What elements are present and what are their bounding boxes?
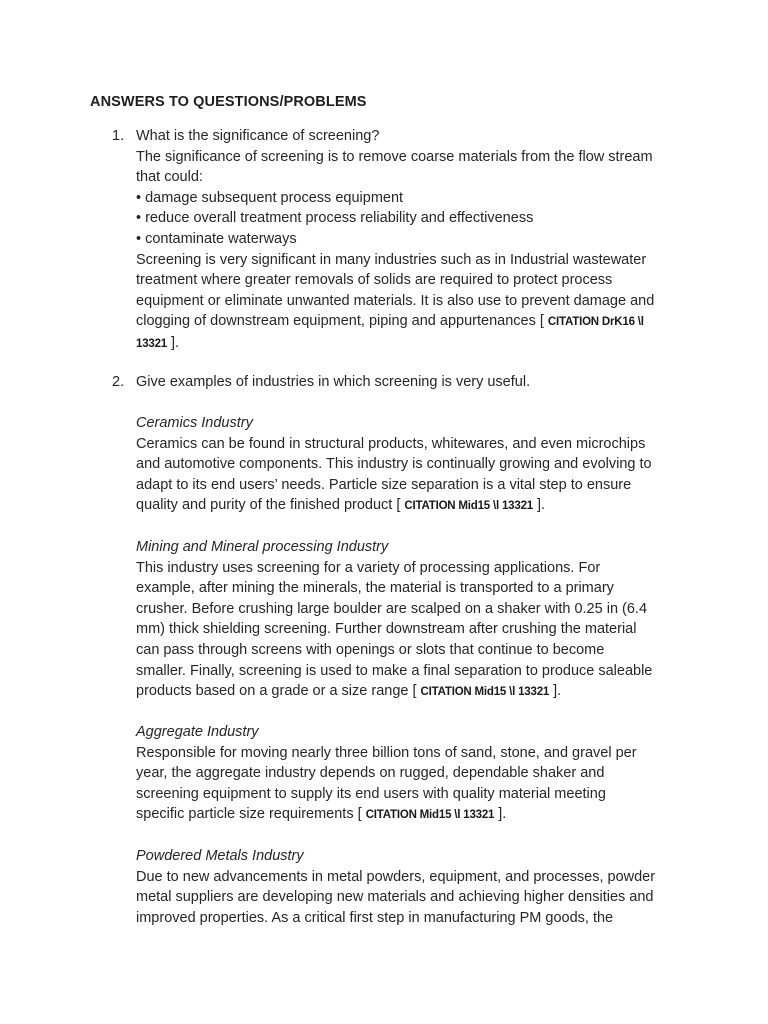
answer-1-bullet: • reduce overall treatment process reliability and effectiveness <box>136 210 534 227</box>
section-line: crusher. Before crushing large boulder are scalped on a shaker with 0.25 in (6.4 <box>136 600 648 617</box>
section-line: quality and purity of the finished product [ CITATION Mid15 \l 13321 ]. <box>136 497 546 514</box>
document-heading: ANSWERS TO QUESTIONS/PROBLEMS <box>90 94 367 110</box>
section-line: smaller. Finally, screening is used to make a final separation to produce saleable <box>136 662 653 679</box>
answer-1-line: Screening is very significant in many industries such as in Industrial wastewater <box>136 251 647 268</box>
section-title: Ceramics Industry <box>136 415 253 431</box>
aggregate-section <box>136 722 686 826</box>
citation-field: CITATION Mid15 \l 13321 <box>404 500 533 513</box>
answer-1-bullet: • damage subsequent process equipment <box>136 189 404 206</box>
section-title: Powdered Metals Industry <box>136 848 304 864</box>
answer-1-line: clogging of downstream equipment, piping and appurtenances [ CITATION DrK16 \l <box>136 313 644 330</box>
question-1-block <box>136 126 686 355</box>
section-line: This industry uses screening for a variety of processing applications. For <box>136 559 601 576</box>
answer-1-line: The significance of screening is to remove coarse materials from the flow stream <box>136 148 653 165</box>
question-2-text: Give examples of industries in which screening is very useful. <box>136 374 531 390</box>
section-line: Due to new advancements in metal powders, equipment, and processes, powder <box>136 868 656 885</box>
question-2-number: 2. <box>112 374 125 390</box>
citation-field: 13321 <box>136 337 167 350</box>
section-line: products based on a grade or a size range [ CITATION Mid15 \l 13321 ]. <box>136 683 562 700</box>
section-line: Ceramics can be found in structural products, whitewares, and even microchips <box>136 435 646 452</box>
section-title: Mining and Mineral processing Industry <box>136 539 389 555</box>
section-line: metal suppliers are developing new materials and achieving higher densities and <box>136 889 654 906</box>
section-title: Aggregate Industry <box>136 724 259 740</box>
question-1-text: What is the significance of screening? <box>136 128 380 144</box>
citation-field: CITATION Mid15 \l 13321 <box>365 809 495 822</box>
answer-1-line: treatment where greater removals of solids are required to protect process <box>136 272 613 289</box>
mining-section <box>136 537 686 703</box>
section-line: Responsible for moving nearly three billion tons of sand, stone, and gravel per <box>136 744 637 761</box>
question-1-number: 1. <box>112 128 125 144</box>
section-line: screening equipment to supply its end users with quality material meeting <box>136 785 606 802</box>
citation-field: CITATION DrK16 \l <box>547 316 644 329</box>
section-line: improved properties. As a critical first step in manufacturing PM goods, the <box>136 909 614 926</box>
answer-1-line: equipment or eliminate unwanted materials. It is also use to prevent damage and <box>136 292 655 309</box>
ceramics-section <box>136 413 686 517</box>
section-line: adapt to its end users’ needs. Particle size separation is a vital step to ensure <box>136 476 632 493</box>
section-line: specific particle size requirements [ CITATION Mid15 \l 13321 ]. <box>136 806 507 823</box>
citation-field: CITATION Mid15 \l 13321 <box>420 686 550 699</box>
section-line: year, the aggregate industry depends on rugged, dependable shaker and <box>136 765 605 782</box>
powdered-metals-section <box>136 846 686 928</box>
answer-1-line: that could: <box>136 169 203 186</box>
section-line: example, after mining the minerals, the material is transported to a primary <box>136 580 614 597</box>
section-line: and automotive components. This industry is continually growing and evolving to <box>136 456 652 473</box>
answer-1-bullet: • contaminate waterways <box>136 230 297 247</box>
section-line: can pass through screens with openings or slots that continue to become <box>136 641 605 658</box>
section-line: mm) thick shielding screening. Further downstream after crushing the material <box>136 621 637 638</box>
answer-1-line: 13321 ]. <box>136 334 180 351</box>
